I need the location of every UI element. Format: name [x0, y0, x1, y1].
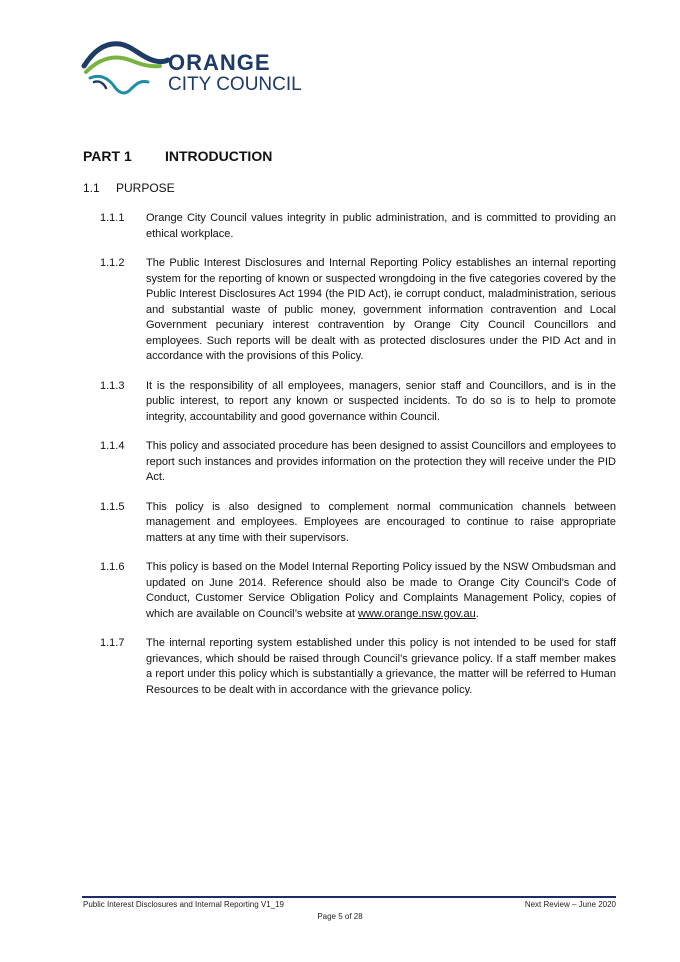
clause-number: 1.1.2: [100, 257, 125, 269]
clause-text-body: This policy is based on the Model Internal Reporting Policy issued by the NSW Ombudsman and updated on June 2014. Reference should also be made to Orange City Council’s Code of Conduct, Customer Service Obligation Policy and Complaints Management Policy, copies of which are available on Council’s website at: [146, 561, 616, 620]
footer-divider: [82, 896, 616, 898]
clause-item: [100, 379, 616, 426]
clause-number: 1.1.5: [100, 500, 125, 513]
clause-item: [100, 439, 616, 486]
clause-item: [100, 256, 616, 365]
footer-document-title: Public Interest Disclosures and Internal Reporting V1_19: [83, 900, 284, 909]
clause-text-end: .: [475, 607, 479, 620]
clause-number: 1.1.6: [100, 561, 125, 573]
clause-text: The Public Interest Disclosures and Internal Reporting Policy establishes an internal reporting system for the reporting of known or suspected wrongdoing in the five categories covered by the Public Interest Disclosures Act 1994 (the PID Act), ie corrupt conduct, maladministration, serious and substantial waste of public money, government information contravention and Local Government pecuniary interest contravention by Orange City Council Councillors and employees. Such reports will be dealt with as protected disclosures under the PID Act and in accordance with the provisions of this Policy.: [146, 257, 616, 362]
clause-text: This policy and associated procedure has been designed to assist Councillors and employees to report such instances and provides information on the protection they will receive under the PID Act.: [146, 440, 616, 483]
clause-text: The internal reporting system established under this policy is not intended to be used for staff grievances, which should be raised through Council’s grievance policy. If a staff member makes a report under this policy which is substantially a grievance, the matter will be referred to Human Resources to be dealt with in accordance with the grievance policy.: [146, 637, 616, 696]
clause-number: 1.1.3: [100, 379, 125, 392]
clause-number: 1.1.7: [100, 637, 125, 649]
footer-review-date: Next Review – June 2020: [524, 900, 616, 909]
part-number: PART 1: [83, 148, 132, 164]
part-heading: [83, 148, 272, 164]
clause-item: [100, 560, 616, 622]
section-title: PURPOSE: [116, 181, 175, 195]
clause-item: [100, 500, 616, 547]
clause-text: It is the responsibility of all employees, managers, senior staff and Councillors, and is in the public interest, to report any known or suspected incidents. To do so is to help to promote integrity, accountability and good governance within Council.: [146, 379, 616, 423]
clause-text: This policy is also designed to complement normal communication channels between management and employees. Employees are encouraged to continue to raise appropriate matters at any time with their supervisors.: [146, 500, 616, 544]
logo-mark: [80, 38, 170, 104]
clause-text: [146, 560, 616, 622]
logo-wordmark: [168, 52, 302, 94]
logo-line-orange: ORANGE: [168, 50, 271, 75]
clause-list: [100, 211, 616, 712]
clause-text: Orange City Council values integrity in public administration, and is committed to providing an ethical workplace.: [146, 212, 616, 240]
council-logo: [80, 38, 340, 104]
footer-page-number: Page 5 of 28: [317, 912, 363, 921]
clause-item: [100, 636, 616, 698]
clause-number: 1.1.1: [100, 212, 125, 224]
council-website-link[interactable]: www.orange.nsw.gov.au: [357, 607, 476, 620]
logo-line-city-council: CITY COUNCIL: [168, 74, 302, 95]
clause-number: 1.1.4: [100, 440, 125, 452]
section-number: 1.1: [83, 181, 100, 195]
section-heading: [83, 181, 175, 195]
clause-item: [100, 211, 616, 242]
part-title: INTRODUCTION: [165, 148, 273, 164]
